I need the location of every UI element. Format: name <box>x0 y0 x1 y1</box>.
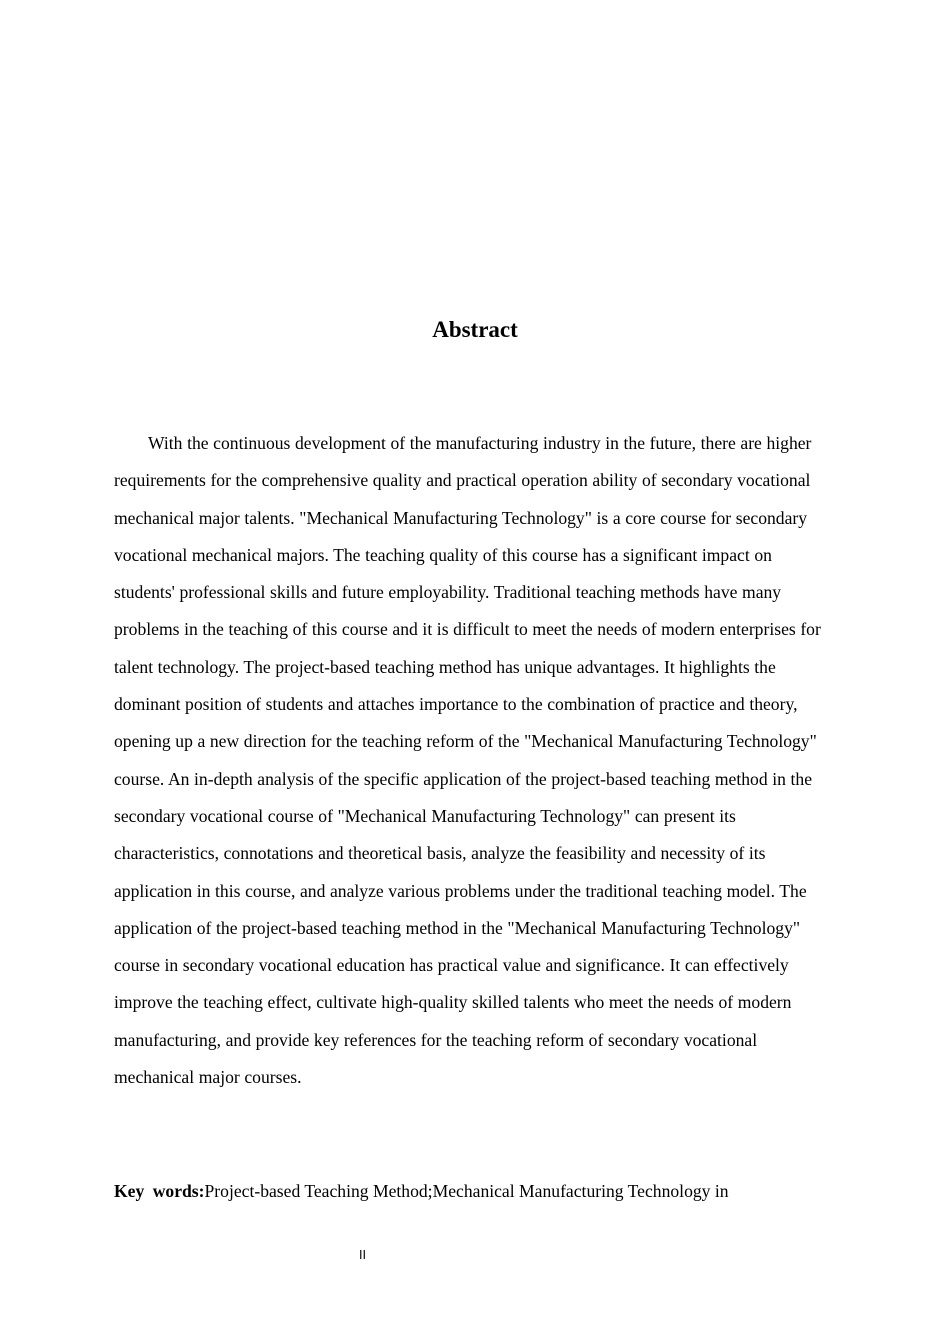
abstract-title: Abstract <box>432 317 518 342</box>
keywords-line <box>114 1173 836 1210</box>
keywords-text: Project-based Teaching Method;Mechanical Manufacturing Technology in <box>204 1181 729 1201</box>
page-number: II <box>359 1248 367 1262</box>
keywords-label: Key words: <box>114 1181 205 1201</box>
abstract-body: With the continuous development of the manufacturing industry in the future, there are higher requirements for the comprehensive quality and practical operation ability of secondary vocational mechanical major talents. "Mechanical Manufacturing Technology" is a core course for secondary vocational mechanical majors. The teaching quality of this course has a significant impact on students' professional skills and future employability. Traditional teaching methods have many problems in the teaching of this course and it is difficult to meet the needs of modern enterprises for talent technology. The project-based teaching method has unique advantages. It highlights the dominant position of students and attaches importance to the combination of practice and theory, opening up a new direction for the teaching reform of the "Mechanical Manufacturing Technology" course. An in-depth analysis of the specific application of the project-based teaching method in the secondary vocational course of "Mechanical Manufacturing Technology" can present its characteristics, connotations and theoretical basis, analyze the feasibility and necessity of its application in this course, and analyze various problems under the traditional teaching model. The application of the project-based teaching method in the "Mechanical Manufacturing Technology" course in secondary vocational education has practical value and significance. It can effectively improve the teaching effect, cultivate high-quality skilled talents who meet the needs of modern manufacturing, and provide key references for the teaching reform of secondary vocational mechanical major courses. <box>114 433 821 1088</box>
